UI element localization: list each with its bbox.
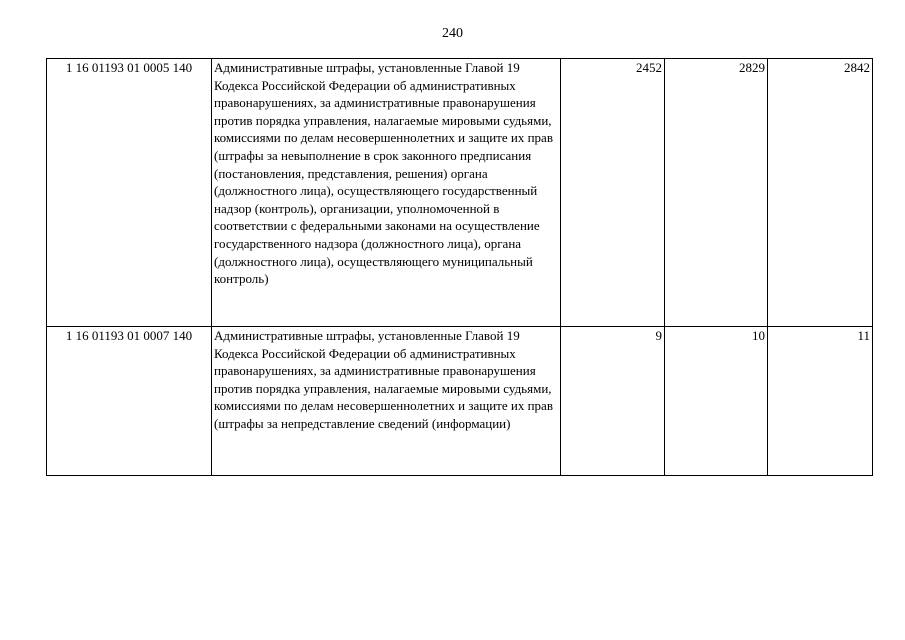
page-number: 240 xyxy=(442,26,463,41)
description-cell: Административные штрафы, установленные Главой 19 Кодекса Российской Федерации об административных правонарушениях, за административные правонарушения против порядка управления, налагаемые мировыми судьями, комиссиями по делам несовершеннолетних и защите их прав (штрафы за непредставление сведений (информации) xyxy=(212,327,561,476)
table-row xyxy=(47,59,873,327)
budget-code-cell: 1 16 01193 01 0005 140 xyxy=(47,59,212,327)
value-cell-1: 9 xyxy=(561,327,665,476)
value-cell-3: 2842 xyxy=(768,59,873,327)
value-cell-2: 2829 xyxy=(665,59,768,327)
table-row xyxy=(47,327,873,476)
revenue-table xyxy=(46,58,873,476)
value-cell-2: 10 xyxy=(665,327,768,476)
value-cell-1: 2452 xyxy=(561,59,665,327)
description-cell: Административные штрафы, установленные Главой 19 Кодекса Российской Федерации об административных правонарушениях, за административные правонарушения против порядка управления, налагаемые мировыми судьями, комиссиями по делам несовершеннолетних и защите их прав (штрафы за невыполнение в срок законного предписания (постановления, представления, решения) органа (должностного лица), осуществляющего государственный надзор (контроль), организации, уполномоченной в соответствии с федеральными законами на осуществление государственного надзора (должностного лица), органа (должностного лица), осуществляющего муниципальный контроль) xyxy=(212,59,561,327)
value-cell-3: 11 xyxy=(768,327,873,476)
budget-code-cell: 1 16 01193 01 0007 140 xyxy=(47,327,212,476)
